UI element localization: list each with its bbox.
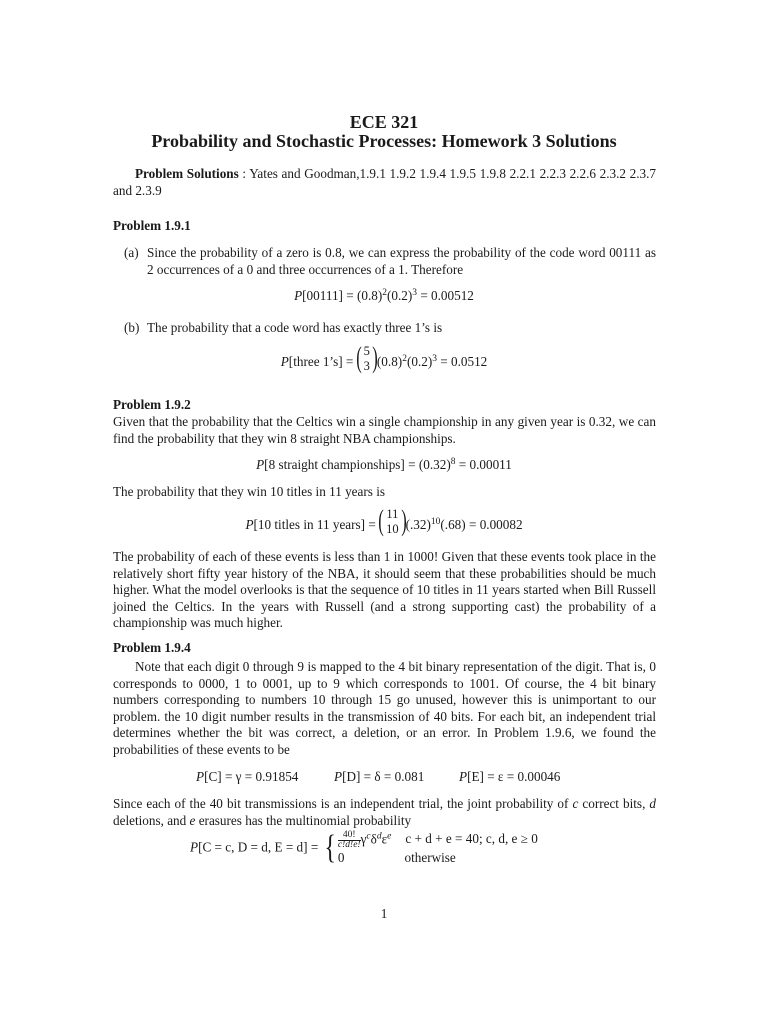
p192-text-2: The probability that they win 10 titles in 11 years is [113, 484, 386, 499]
equation-pe: P[E] = ε = 0.00046 [459, 769, 561, 784]
binomial-5-choose-3: ( 5 3 ) [355, 341, 378, 374]
equation-three-ones: P[three 1’s] = ( 5 3 ) $(0.8)^2(0.2)^3 = 0.0512$ [0, 344, 768, 382]
part-a-label: (a) [124, 245, 139, 260]
part-b-label: (b) [124, 320, 140, 335]
equation-p00111: $P[00111] = (0.8)^2(0.2)^3 = 0.00512$ [294, 288, 474, 303]
equation-10-titles: P[10 titles in 11 years] = ( 11 10 ) $(.32)^{10}(.68) = 0.00082$ [0, 507, 768, 545]
left-brace: { [324, 829, 336, 866]
heading-problem-1-9-1: Problem 1.9.1 [113, 218, 191, 233]
fraction-40-factorial: $\frac{40!}{c!d!e!}$ [337, 829, 361, 850]
course-number: ECE 321 [349, 112, 419, 132]
equation-pc: P[C] = γ = 0.91854 [196, 769, 299, 784]
heading-problem-1-9-2: Problem 1.9.2 [113, 397, 191, 412]
intro-text: : Yates and Goodman,1.9.1 1.9.2 1.9.4 1.9.5 1.9.8 2.2.1 2.2.3 2.2.6 2.3.2 2.3.7 and 2.3.9 [113, 166, 656, 198]
p192-text-3: The probability of each of these events is less than 1 in 1000! Given that these events took place in the relatively short fifty year history of the NBA, it should seem that these probabilities should be much higher. What the model overlooks is that the sequence of 10 titles in 11 years started when Bill Russell joined the Celtics. In the years with Russell (and a strong supporting cast) the probability of a championship was much higher. [113, 549, 656, 631]
intro-label: Problem Solutions [135, 166, 239, 181]
problem-solutions-intro [113, 166, 656, 199]
equation-pd: P[D] = δ = 0.081 [334, 769, 425, 784]
equation-multinomial: P[C = c, D = d, E = d] = { $\frac{40!}{c!d!e!}$ $\gamma^c\delta^d\varepsilon^e$ c + d + e = 40; c, d, e ≥ 0 0 otherwise [190, 829, 538, 866]
page-number: 1 [380, 906, 388, 921]
p192-text-1: Given that the probability that the Celtics win a single championship in any given year is 0.32, we can find the probability that they win 8 straight NBA championships. [113, 414, 656, 446]
part-b [113, 320, 656, 337]
binomial-11-choose-10: ( 11 10 ) [378, 504, 407, 537]
p194-text-2: Since each of the 40 bit transmissions is an independent trial, the joint probability of c correct bits, d deletions, and e erasures has the multinomial probability [113, 796, 656, 828]
part-b-text: The probability that a code word has exactly three 1’s is [147, 320, 443, 335]
equation-8-straight: P[8 straight championships] = $(0.32)^8 = 0.00011$ [256, 457, 512, 472]
heading-problem-1-9-4: Problem 1.9.4 [113, 640, 191, 655]
part-a [113, 245, 656, 278]
p194-text-1: Note that each digit 0 through 9 is mapped to the 4 bit binary representation of the digit. That is, 0 corresponds to 0000, 1 to 0001, up to 9 which corresponds to 1001. Of course, the 4 bit binary numbers corresponding to numbers 10 through 15 go unused, however this is unimportant to our problem. the 10 digit number results in the transmission of 40 bits. For each bit, an independent trial determines whether the bit was correct, a deletion, or an error. In Problem 1.9.6, we found the probabilities of these events to be [113, 659, 656, 757]
document-title: Probability and Stochastic Processes: Homework 3 Solutions [151, 131, 617, 151]
part-a-text: Since the probability of a zero is 0.8, we can express the probability of the code word 00111 as 2 occurrences of a 0 and three occurrences of a 1. Therefore [147, 245, 656, 277]
